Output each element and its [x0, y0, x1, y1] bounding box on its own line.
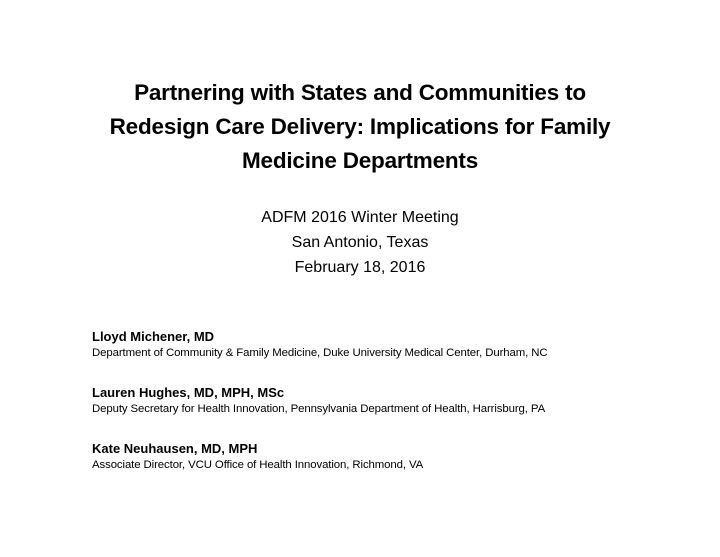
author-entry	[92, 440, 702, 474]
meeting-info	[60, 205, 660, 280]
author-name: Lloyd Michener, MD	[92, 329, 215, 344]
author-name: Lauren Hughes, MD, MPH, MSc	[92, 385, 285, 400]
author-affiliation: Deputy Secretary for Health Innovation, Pennsylvania Department of Health, Harrisburg, PA	[92, 403, 546, 415]
author-affiliation: Associate Director, VCU Office of Health Innovation, Richmond, VA	[92, 459, 424, 471]
author-entry	[92, 384, 702, 418]
author-list	[92, 328, 702, 496]
author-entry	[92, 328, 702, 362]
title-line: Partnering with States and Communities to	[134, 80, 586, 105]
meeting-location: San Antonio, Texas	[291, 234, 429, 251]
author-name: Kate Neuhausen, MD, MPH	[92, 441, 258, 456]
meeting-date: February 18, 2016	[294, 259, 426, 276]
title-line: Medicine Departments	[241, 148, 479, 173]
slide-title	[40, 76, 680, 178]
meeting-name: ADFM 2016 Winter Meeting	[261, 209, 459, 226]
title-line: Redesign Care Delivery: Implications for Family	[109, 114, 611, 139]
author-affiliation: Department of Community & Family Medicine, Duke University Medical Center, Durham, NC	[92, 347, 548, 359]
